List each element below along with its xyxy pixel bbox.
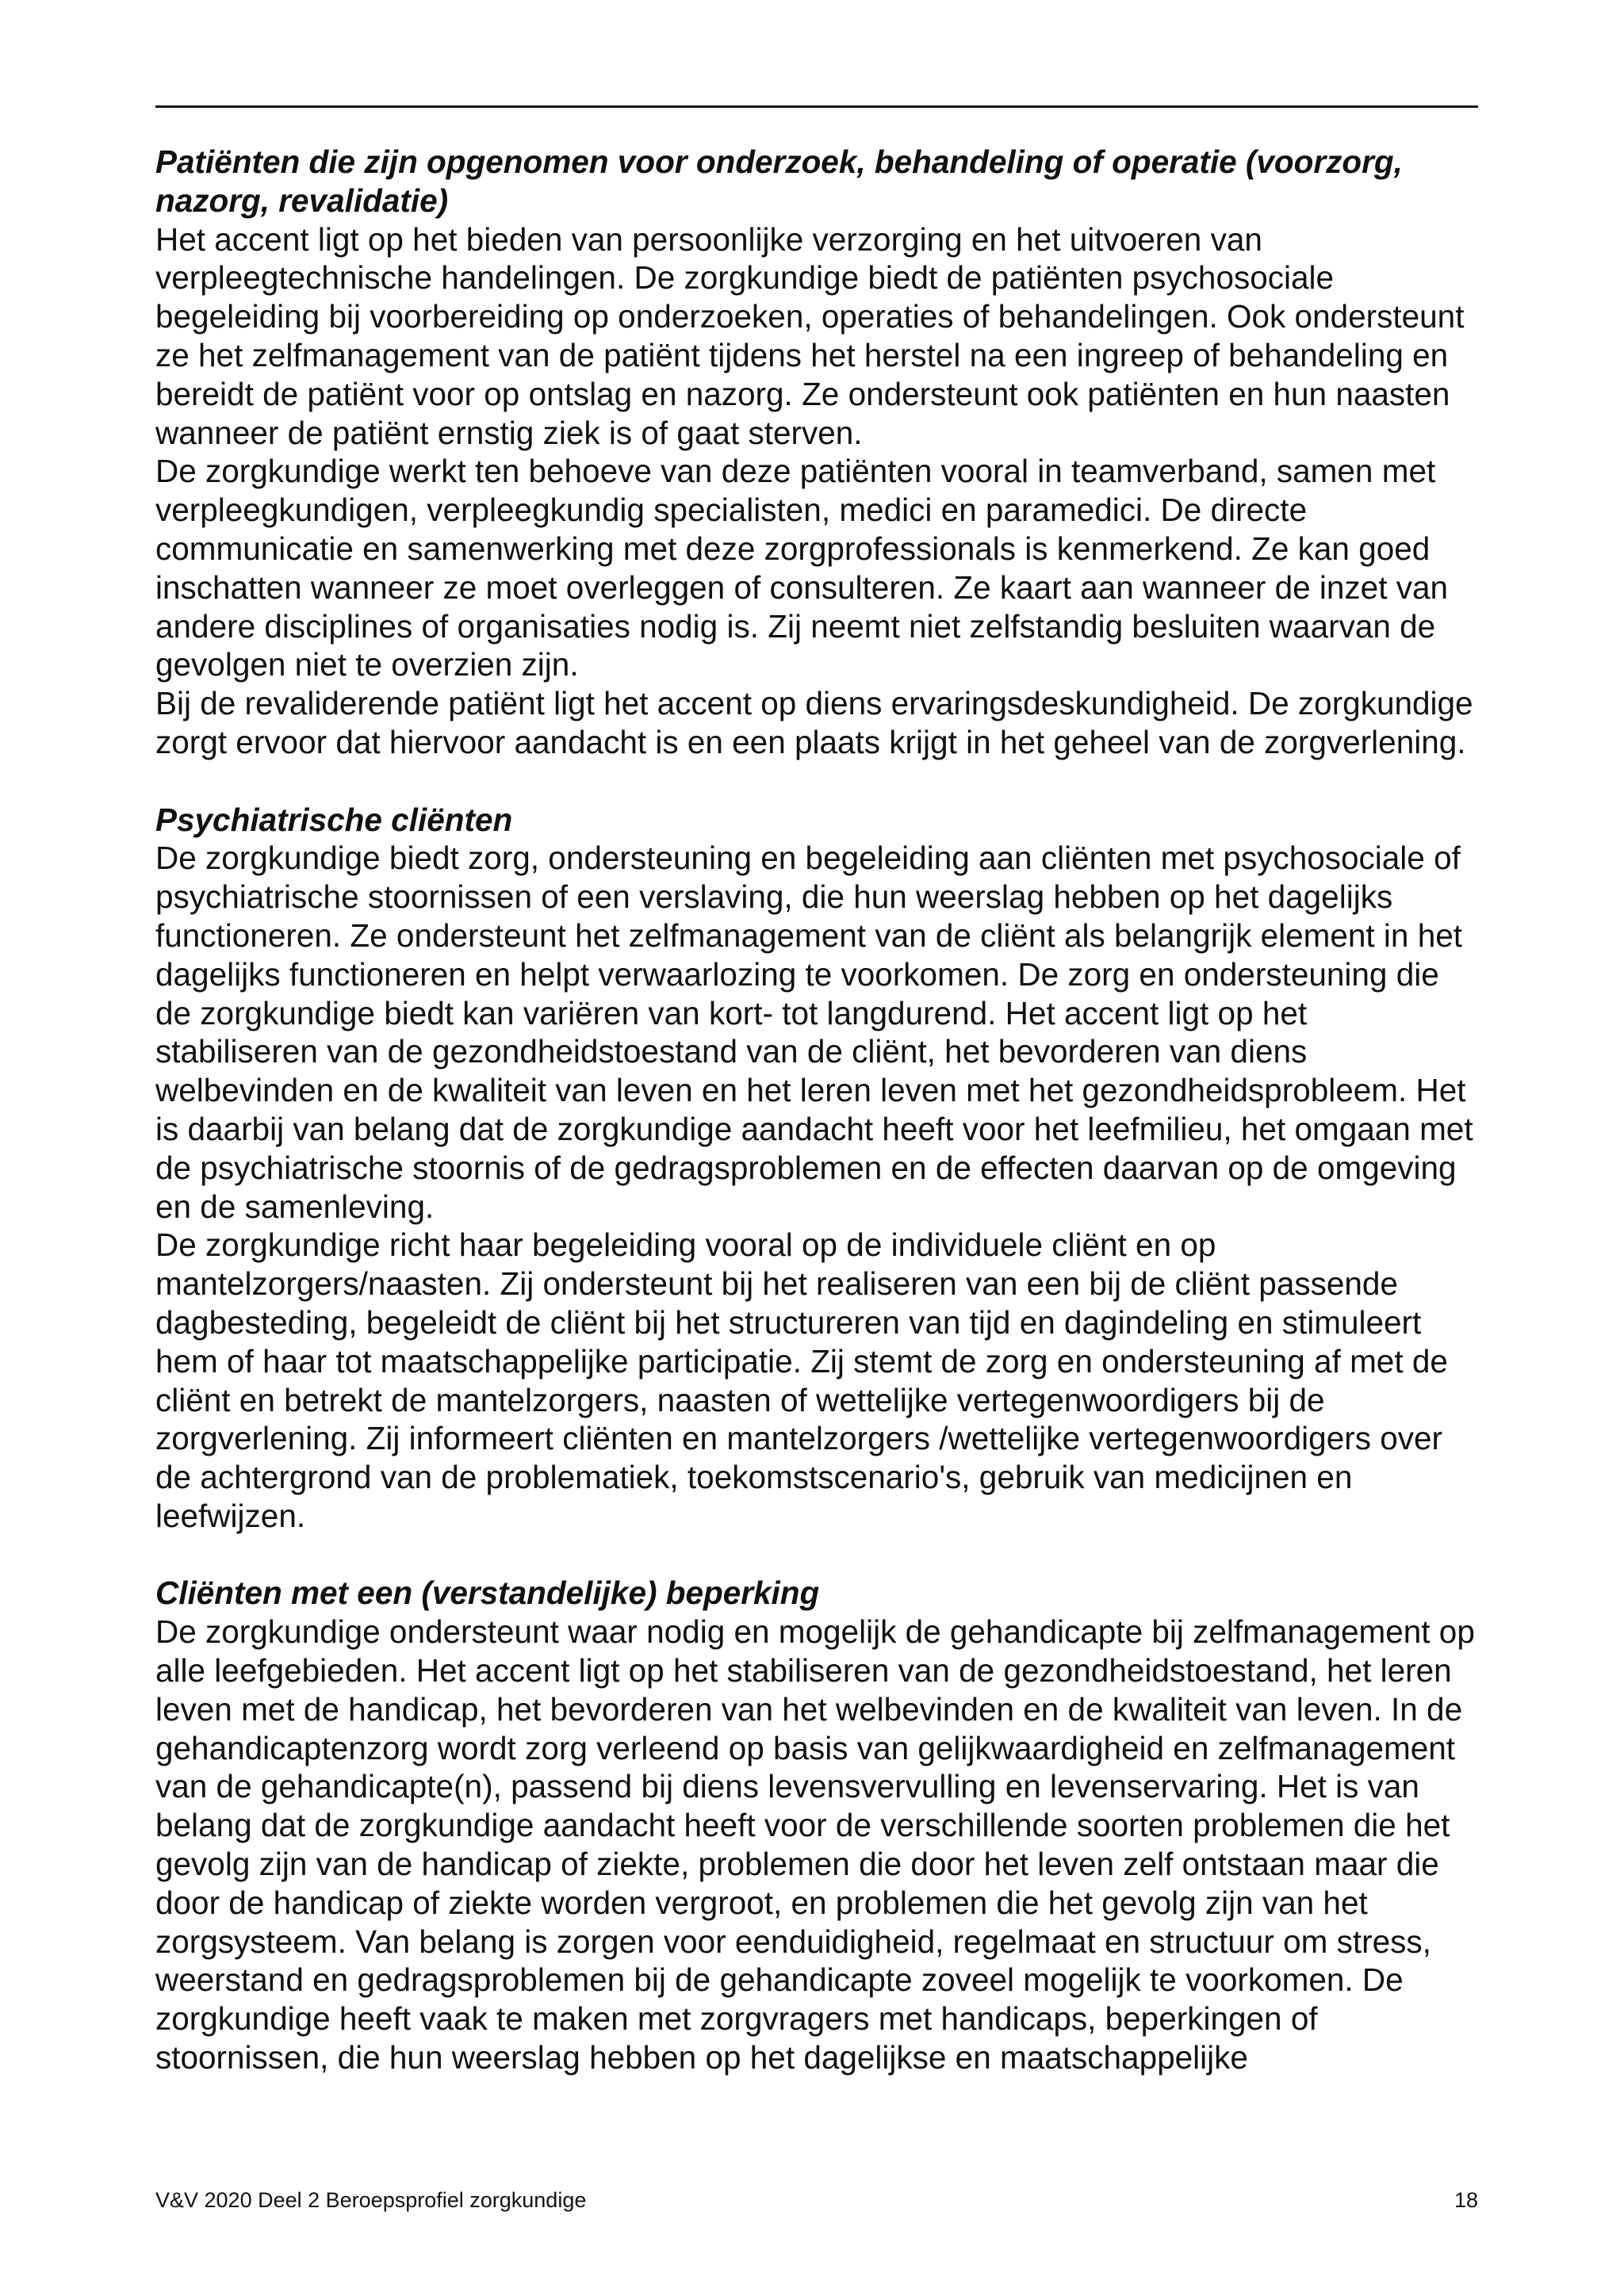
page-body xyxy=(155,143,1478,2077)
paragraph: De zorgkundige biedt zorg, ondersteuning en begeleiding aan cliënten met psychosociale of psychiatrische stoornissen of een verslaving, die hun weerslag hebben op het dagelijks functioneren. Ze ondersteunt het zelfmanagement van de cliënt als belangrijk element in het dagelijks functioneren en helpt verwaarlozing te voorkomen. De zorg en ondersteuning die de zorgkundige biedt kan variëren van kort- tot langdurend. Het accent ligt op het stabiliseren van de gezondheidstoestand van de cliënt, het bevorderen van diens welbevinden en de kwaliteit van leven en het leren leven met het gezondheidsprobleem. Het is daarbij van belang dat de zorgkundige aandacht heeft voor het leefmilieu, het omgaan met de psychiatrische stoornis of de gedragsproblemen en de effecten daarvan op de omgeving en de samenleving. xyxy=(155,840,1473,1225)
section-clienten-beperking xyxy=(155,1574,1478,2076)
section-heading: Psychiatrische cliënten xyxy=(155,801,513,838)
section-patienten xyxy=(155,143,1478,762)
paragraph: Het accent ligt op het bieden van persoonlijke verzorging en het uitvoeren van verpleegtechnische handelingen. De zorgkundige biedt de patiënten psychosociale begeleiding bij voorbereiding op onderzoeken, operaties of behandelingen. Ook ondersteunt ze het zelfmanagement van de patiënt tijdens het herstel na een ingreep of behandeling en bereidt de patiënt voor op ontslag en nazorg. Ze ondersteunt ook patiënten en hun naasten wanneer de patiënt ernstig ziek is of gaat sterven. xyxy=(155,220,1465,451)
footer-document-title: V&V 2020 Deel 2 Beroepsprofiel zorgkundige xyxy=(155,2188,587,2212)
paragraph: De zorgkundige ondersteunt waar nodig en mogelijk de gehandicapte bij zelfmanagement op alle leefgebieden. Het accent ligt op het stabiliseren van de gezondheidstoestand, het leren leven met de handicap, het bevorderen van het welbevinden en de kwaliteit van leven. In de gehandicaptenzorg wordt zorg verleend op basis van gelijkwaardigheid en zelfmanagement van de gehandicapte(n), passend bij diens levensvervulling en levenservaring. Het is van belang dat de zorgkundige aandacht heeft voor de verschillende soorten problemen die het gevolg zijn van de handicap of ziekte, problemen die door het leven zelf ontstaan maar die door de handicap of ziekte worden vergroot, en problemen die het gevolg zijn van het zorgsysteem. Van belang is zorgen voor eenduidigheid, regelmaat en structuur om stress, weerstand en gedragsproblemen bij de gehandicapte zoveel mogelijk te voorkomen. De zorgkundige heeft vaak te maken met zorgvragers met handicaps, beperkingen of stoornissen, die hun weerslag hebben op het dagelijkse en maatschappelijke xyxy=(155,1613,1475,2076)
page-number: 18 xyxy=(1454,2188,1478,2212)
paragraph: De zorgkundige richt haar begeleiding vooral op de individuele cliënt en op mantelzorgers/naasten. Zij ondersteunt bij het realiseren van een bij de cliënt passende dagbesteding, begeleidt de cliënt bij het structureren van tijd en dagindeling en stimuleert hem of haar tot maatschappelijke participatie. Zij stemt de zorg en ondersteuning af met de cliënt en betrekt de mantelzorgers, naasten of wettelijke vertegenwoordigers bij de zorgverlening. Zij informeert cliënten en mantelzorgers /wettelijke vertegenwoordigers over de achtergrond van de problematiek, toekomstscenario's, gebruik van medicijnen en leefwijzen. xyxy=(155,1226,1448,1534)
section-psychiatrische-clienten xyxy=(155,801,1478,1536)
page-footer xyxy=(155,2187,1478,2214)
section-heading: Cliënten met een (verstandelijke) beperking xyxy=(155,1575,820,1612)
top-divider xyxy=(155,105,1478,108)
paragraph: De zorgkundige werkt ten behoeve van deze patiënten vooral in teamverband, samen met verpleegkundigen, verpleegkundig specialisten, medici en paramedici. De directe communicatie en samenwerking met deze zorgprofessionals is kenmerkend. Ze kan goed inschatten wanneer ze moet overleggen of consulteren. Ze kaart aan wanneer de inzet van andere disciplines of organisaties nodig is. Zij neemt niet zelfstandig besluiten waarvan de gevolgen niet te overzien zijn. xyxy=(155,453,1449,683)
paragraph: Bij de revaliderende patiënt ligt het accent op diens ervaringsdeskundigheid. De zorgkundige zorgt ervoor dat hiervoor aandacht is en een plaats krijgt in het geheel van de zorgverlening. xyxy=(155,685,1473,760)
section-heading: Patiënten die zijn opgenomen voor onderzoek, behandeling of operatie (voorzorg, nazorg, revalidatie) xyxy=(155,144,1403,219)
